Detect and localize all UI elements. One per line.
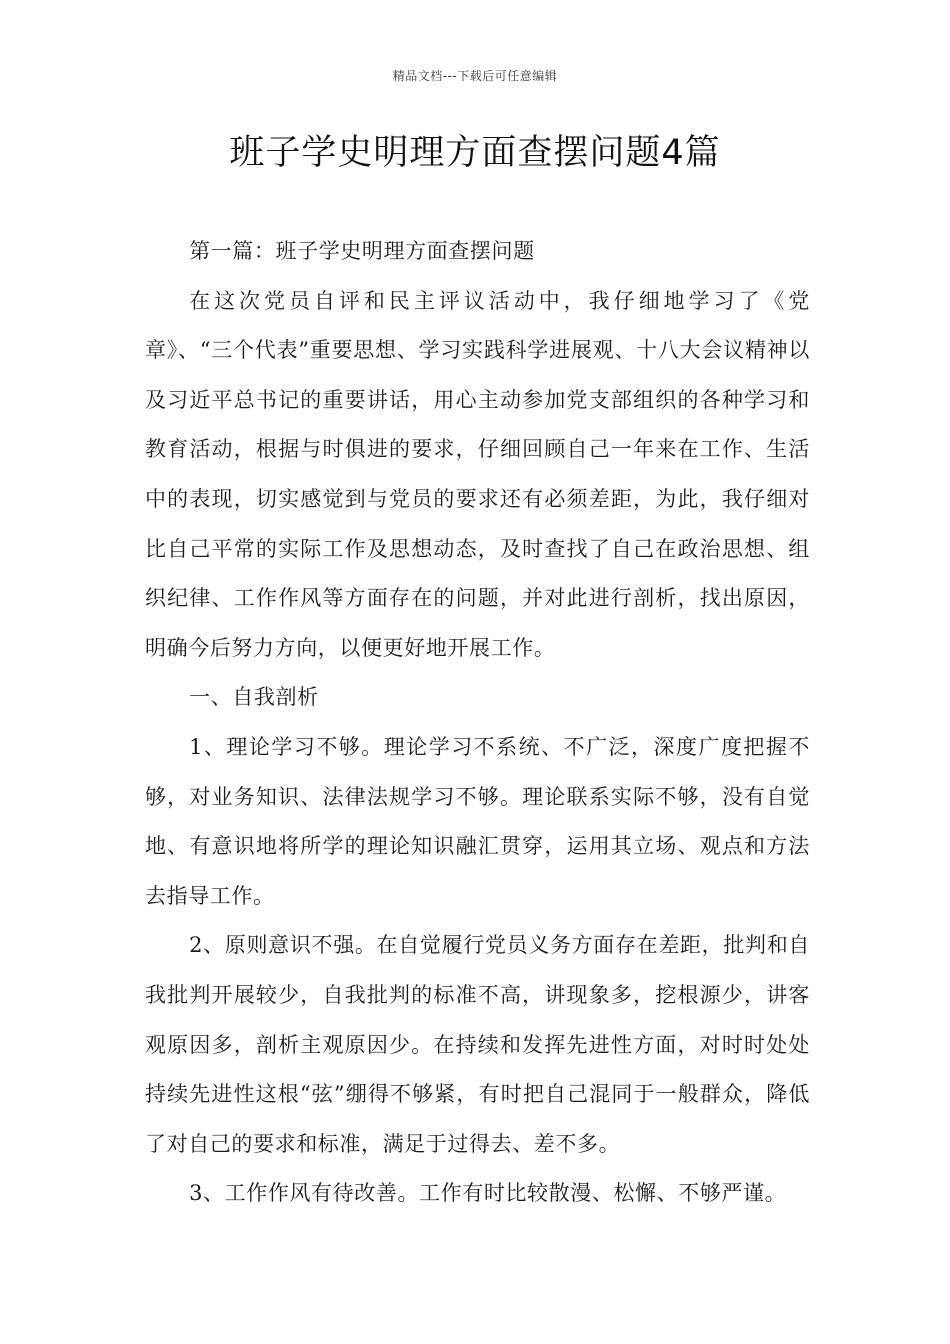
body-paragraph: 3、工作作风有待改善。工作有时比较散漫、松懈、不够严谨。 — [189, 1181, 787, 1206]
document-title: 班子学史明理方面查摆问题4篇 — [229, 133, 721, 173]
document-body — [145, 227, 810, 1219]
header-note: 精品文档---下载后可任意编辑 — [392, 69, 558, 83]
body-paragraph: 2、原则意识不强。在自觉履行党员义务方面存在差距，批判和自我批判开展较少，自我批判的标准不高，讲现象多，挖根源少，讲客观原因多，剖析主观原因少。在持续和发挥先进性方面，对时时处处持续先进性这根“弦”绷得不够紧，有时把自己混同于一般群众，降低了对自己的要求和标准，满足于过得去、差不多。 — [145, 933, 810, 1156]
body-paragraph: 1、理论学习不够。理论学习不系统、不广泛，深度广度把握不够，对业务知识、法律法规学习不够。理论联系实际不够，没有自觉地、有意识地将所学的理论知识融汇贯穿，运用其立场、观点和方法去指导工作。 — [145, 734, 810, 908]
body-paragraph: 在这次党员自评和民主评议活动中，我仔细地学习了《党章》、“三个代表”重要思想、学习实践科学进展观、十八大会议精神以及习近平总书记的重要讲话，用心主动参加党支部组织的各种学习和教育活动，根据与时俱进的要求，仔细回顾自己一年来在工作、生活中的表现，切实感觉到与党员的要求还有必须差距，为此，我仔细对比自己平常的实际工作及思想动态，及时查找了自己在政治思想、组织纪律、工作作风等方面存在的问题，并对此进行剖析，找出原因，明确今后努力方向，以便更好地开展工作。 — [145, 288, 810, 660]
section-heading: 第一篇：班子学史明理方面查摆问题 — [189, 239, 535, 263]
subsection-heading: 一、自我剖析 — [189, 685, 319, 710]
